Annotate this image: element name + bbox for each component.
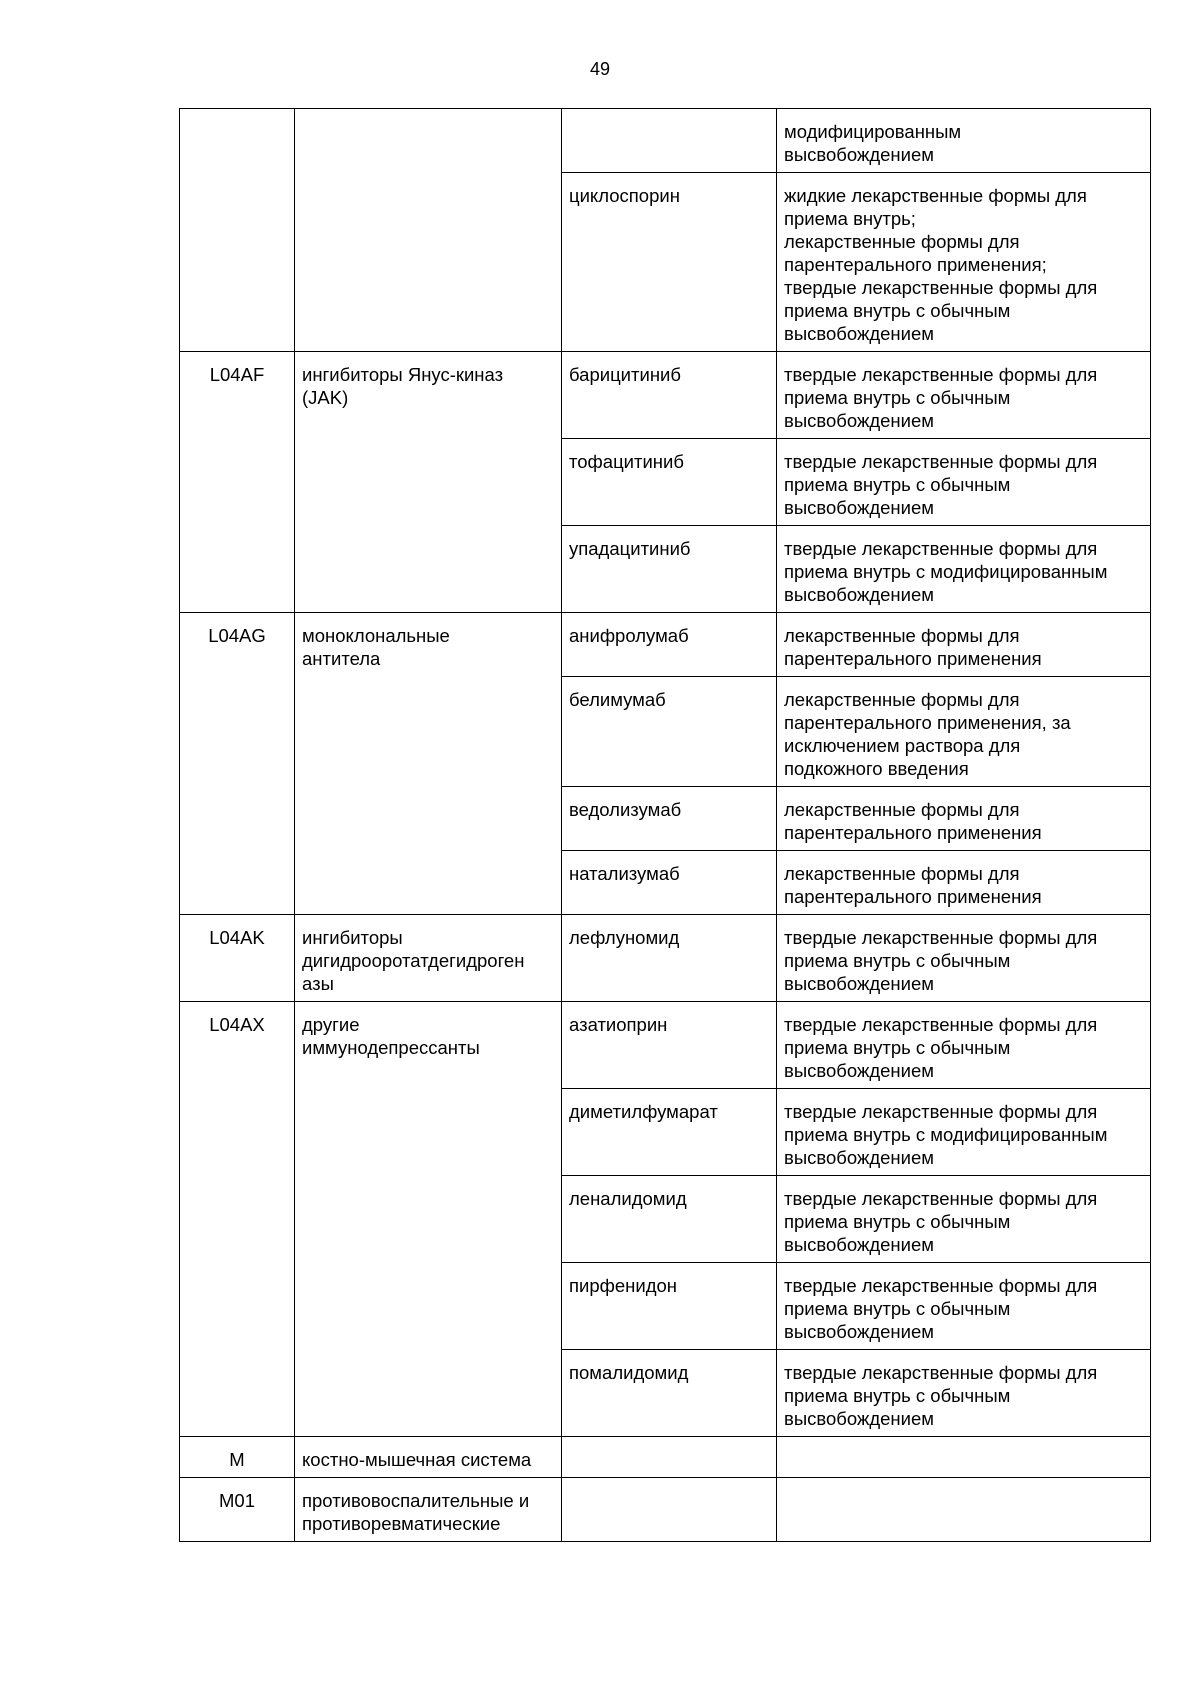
- table-row: [180, 915, 1151, 1002]
- dosage-forms-cell: лекарственные формы для парентерального применения: [777, 787, 1151, 851]
- drug-name-cell: азатиоприн: [562, 1002, 777, 1089]
- dosage-forms-cell: твердые лекарственные формы для приема внутрь с обычным высвобождением: [777, 1350, 1151, 1437]
- dosage-forms-cell: твердые лекарственные формы для приема внутрь с обычным высвобождением: [777, 439, 1151, 526]
- drug-name-cell: диметилфумарат: [562, 1089, 777, 1176]
- drug-name-cell: лефлуномид: [562, 915, 777, 1002]
- table-row: [180, 352, 1151, 439]
- atc-group-cell: [295, 109, 562, 352]
- atc-code-cell: M01: [180, 1478, 295, 1542]
- atc-group-cell: костно-мышечная система: [295, 1437, 562, 1478]
- drug-name-cell: анифролумаб: [562, 613, 777, 677]
- atc-group-cell: другие иммунодепрессанты: [295, 1002, 562, 1437]
- drug-name-cell: ведолизумаб: [562, 787, 777, 851]
- atc-code-cell: L04AK: [180, 915, 295, 1002]
- dosage-forms-cell: твердые лекарственные формы для приема внутрь с обычным высвобождением: [777, 915, 1151, 1002]
- drug-name-cell: натализумаб: [562, 851, 777, 915]
- dosage-forms-cell: лекарственные формы для парентерального применения: [777, 851, 1151, 915]
- drug-name-cell: [562, 109, 777, 173]
- dosage-forms-cell: [777, 1437, 1151, 1478]
- dosage-forms-cell: лекарственные формы для парентерального применения: [777, 613, 1151, 677]
- dosage-forms-cell: модифицированным высвобождением: [777, 109, 1151, 173]
- drug-name-cell: пирфенидон: [562, 1263, 777, 1350]
- dosage-forms-cell: [777, 1478, 1151, 1542]
- drug-table: [179, 108, 1151, 1542]
- atc-group-cell: противовоспалительные и противоревматические: [295, 1478, 562, 1542]
- dosage-forms-cell: твердые лекарственные формы для приема внутрь с обычным высвобождением: [777, 1002, 1151, 1089]
- drug-name-cell: помалидомид: [562, 1350, 777, 1437]
- dosage-forms-cell: жидкие лекарственные формы для приема внутрь; лекарственные формы для парентерального применения; твердые лекарственные формы для приема внутрь с обычным высвобождением: [777, 173, 1151, 352]
- atc-group-cell: моноклональные антитела: [295, 613, 562, 915]
- table-row: [180, 613, 1151, 677]
- dosage-forms-cell: твердые лекарственные формы для приема внутрь с обычным высвобождением: [777, 1263, 1151, 1350]
- drug-name-cell: [562, 1437, 777, 1478]
- drug-name-cell: барицитиниб: [562, 352, 777, 439]
- table-row: [180, 109, 1151, 173]
- atc-code-cell: L04AX: [180, 1002, 295, 1437]
- table-row: [180, 1002, 1151, 1089]
- drug-name-cell: циклоспорин: [562, 173, 777, 352]
- atc-group-cell: ингибиторы Янус-киназ (JAK): [295, 352, 562, 613]
- dosage-forms-cell: твердые лекарственные формы для приема внутрь с обычным высвобождением: [777, 352, 1151, 439]
- drug-name-cell: леналидомид: [562, 1176, 777, 1263]
- dosage-forms-cell: твердые лекарственные формы для приема внутрь с модифицированным высвобождением: [777, 1089, 1151, 1176]
- drug-name-cell: упадацитиниб: [562, 526, 777, 613]
- dosage-forms-cell: твердые лекарственные формы для приема внутрь с обычным высвобождением: [777, 1176, 1151, 1263]
- table-body: [180, 109, 1151, 1542]
- dosage-forms-cell: твердые лекарственные формы для приема внутрь с модифицированным высвобождением: [777, 526, 1151, 613]
- atc-code-cell: M: [180, 1437, 295, 1478]
- table-row: [180, 1478, 1151, 1542]
- drug-name-cell: белимумаб: [562, 677, 777, 787]
- drug-name-cell: [562, 1478, 777, 1542]
- atc-group-cell: ингибиторы дигидрооротатдегидроген азы: [295, 915, 562, 1002]
- atc-code-cell: [180, 109, 295, 352]
- table-row: [180, 1437, 1151, 1478]
- drug-name-cell: тофацитиниб: [562, 439, 777, 526]
- dosage-forms-cell: лекарственные формы для парентерального применения, за исключением раствора для подкожного введения: [777, 677, 1151, 787]
- page-number: 49: [589, 59, 611, 79]
- atc-code-cell: L04AF: [180, 352, 295, 613]
- atc-code-cell: L04AG: [180, 613, 295, 915]
